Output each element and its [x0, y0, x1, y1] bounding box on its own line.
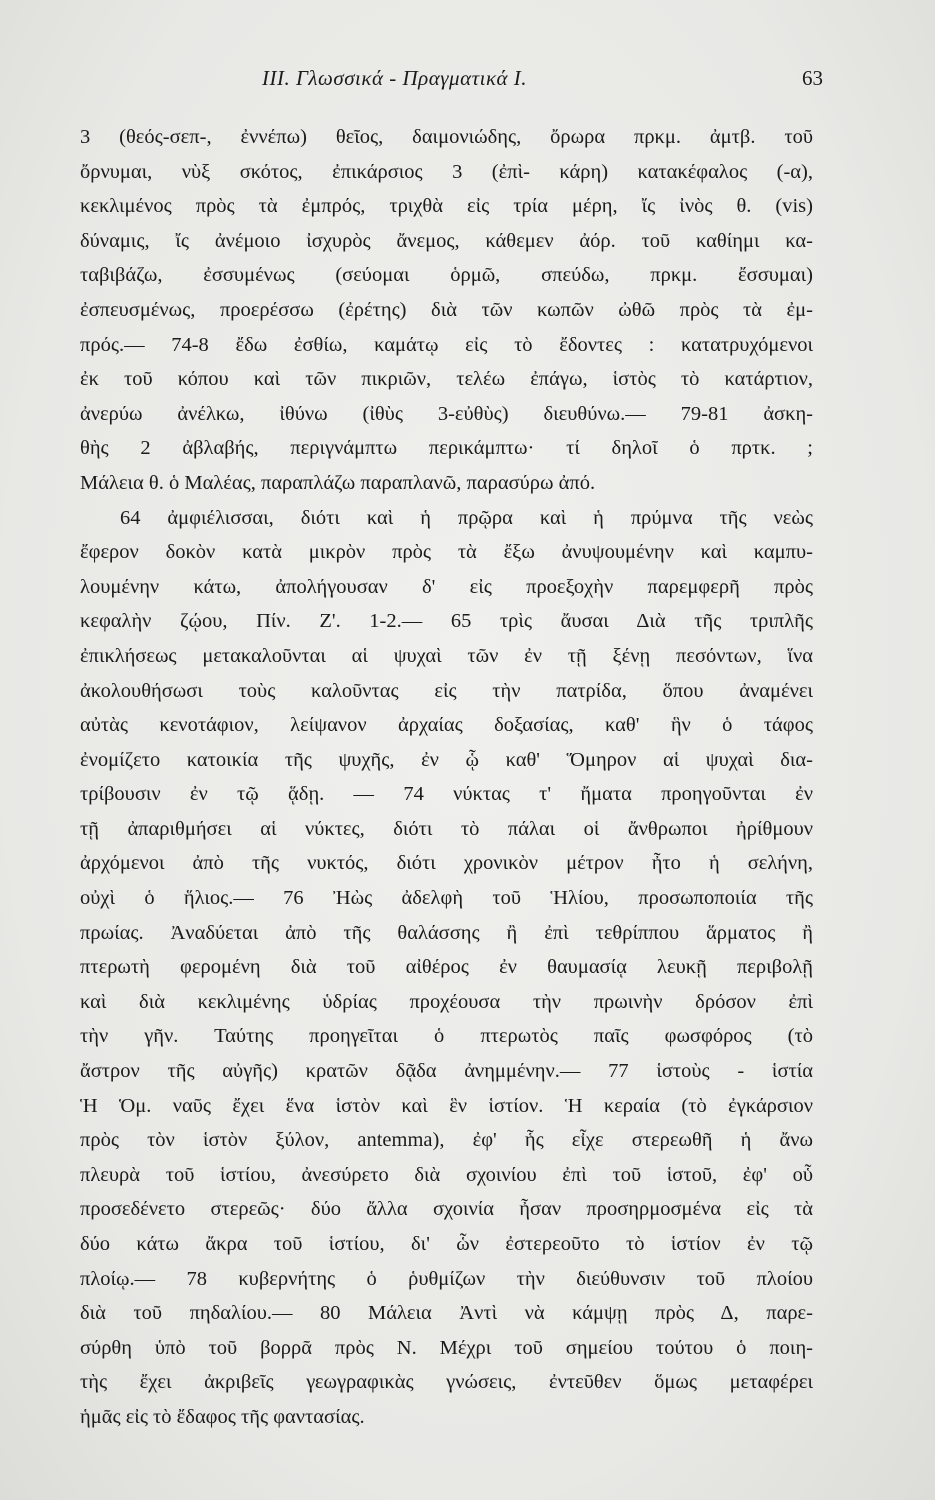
text-line: διὰ τοῦ πηδαλίου.— 80 Μάλεια Ἀντὶ νὰ κάμψῃ πρὸς Δ, παρε- — [80, 1302, 813, 1325]
text-line: ἔφερον δοκὸν κατὰ μικρὸν πρὸς τὰ ἔξω ἀνυψουμένην καὶ καμπυ- — [80, 541, 813, 564]
text-line: πλοίῳ.— 78 κυβερνήτης ὁ ῥυθμίζων τὴν διεύθυνσιν τοῦ πλοίου — [80, 1267, 813, 1290]
text-line: ἐνομίζετο κατοικία τῆς ψυχῆς, ἐν ᾧ καθ' Ὅμηρον αἱ ψυχαὶ δια- — [80, 748, 813, 771]
text-line: ἐπικλήσεως μετακαλοῦνται αἱ ψυχαὶ τῶν ἐν τῇ ξένῃ πεσόντων, ἵνα — [80, 644, 813, 667]
text-line: ἀκολουθήσωσι τοὺς καλοῦντας εἰς τὴν πατρίδα, ὅπου ἀναμένει — [80, 679, 813, 702]
text-line: ἀνερύω ἀνέλκω, ἰθύνω (ἰθὺς 3-εὐθὺς) διευθύνω.— 79-81 ἀσκη- — [80, 402, 813, 425]
page-number: 63 — [802, 66, 823, 90]
text-line: δύο κάτω ἄκρα τοῦ ἱστίου, δι' ὧν ἐστερεοῦτο τὸ ἱστίον ἐν τῷ — [80, 1233, 813, 1255]
page-header — [0, 66, 935, 96]
text-line: πλευρὰ τοῦ ἱστίου, ἀνεσύρετο διὰ σχοινίου ἐπὶ τοῦ ἱστοῦ, ἐφ' οὗ — [80, 1163, 813, 1186]
text-line: δύναμις, ἴς ἀνέμοιο ἰσχυρὸς ἄνεμος, κάθεμεν ἀόρ. τοῦ καθίημι κα- — [80, 229, 813, 252]
text-line: Μάλεια θ. ὁ Μαλέας, παραπλάζω παραπλανῶ, παρασύρω ἀπό. — [80, 471, 596, 494]
text-line: προσεδένετο στερεῶς· δύο ἄλλα σχοινία ἦσαν προσηρμοσμένα εἰς τὰ — [80, 1198, 813, 1221]
text-line: τὴν γῆν. Ταύτης προηγεῖται ὁ πτερωτὸς παῖς φωσφόρος (τὸ — [80, 1025, 813, 1048]
text-line: αὐτὰς κενοτάφιον, λείψανον ἀρχαίας δοξασίας, καθ' ἣν ὁ τάφος — [80, 714, 813, 737]
text-line: ἄστρον τῆς αὐγῆς) κρατῶν δᾷδα ἀνημμένην.— 77 ἱστοὺς - ἱστία — [80, 1060, 813, 1083]
text-line: πρός.— 74-8 ἔδω ἐσθίω, καμάτῳ εἰς τὸ ἔδοντες : κατατρυχόμενοι — [80, 333, 813, 356]
text-line: τῇ ἀπαριθμήσει αἱ νύκτες, διότι τὸ πάλαι οἱ ἄνθρωποι ἠρίθμουν — [80, 817, 813, 840]
text-line: 3 (θεός-σεπ-, ἐννέπω) θεῖος, δαιμονιώδης, ὄρωρα πρκμ. ἀμτβ. τοῦ — [80, 126, 813, 148]
text-line: καὶ διὰ κεκλιμένης ὑδρίας προχέουσα τὴν πρωινὴν δρόσον ἐπὶ — [80, 990, 813, 1013]
text-line: ἀρχόμενοι ἀπὸ τῆς νυκτός, διότι χρονικὸν μέτρον ἦτο ἡ σελήνη, — [80, 852, 813, 875]
text-line: κεφαλὴν ζῴου, Πίν. Ζ'. 1-2.— 65 τρὶς ἄυσαι Διὰ τῆς τριπλῆς — [80, 610, 813, 633]
text-line: πρωίας. Ἀναδύεται ἀπὸ τῆς θαλάσσης ἢ ἐπὶ τεθρίππου ἅρματος ἢ — [80, 921, 813, 944]
text-line: σύρθη ὑπὸ τοῦ βορρᾶ πρὸς Ν. Μέχρι τοῦ σημείου τούτου ὁ ποιη- — [80, 1336, 813, 1359]
text-line: κεκλιμένος πρὸς τὰ ἐμπρός, τριχθὰ εἰς τρία μέρη, ἴς ἰνὸς θ. (vis) — [80, 195, 813, 218]
body-text — [80, 120, 813, 1435]
running-title: III. Γλωσσικά - Πραγματικά Ι. — [262, 66, 528, 90]
text-line: τρίβουσιν ἐν τῷ ᾅδῃ. — 74 νύκτας τ' ἤματα προηγοῦνται ἐν — [80, 783, 813, 806]
text-line: πτερωτὴ φερομένη διὰ τοῦ αἰθέρος ἐν θαυμασίᾳ λευκῇ περιβολῇ — [80, 956, 813, 979]
text-line: ἡμᾶς εἰς τὸ ἔδαφος τῆς φαντασίας. — [80, 1405, 365, 1428]
text-line: λουμένην κάτω, ἀπολήγουσαν δ' εἰς προεξοχὴν παρεμφερῆ πρὸς — [80, 575, 813, 598]
text-line: οὐχὶ ὁ ἥλιος.— 76 Ἠὼς ἀδελφὴ τοῦ Ἡλίου, προσωποποιία τῆς — [80, 887, 813, 910]
text-line: θὴς 2 ἀβλαβής, περιγνάμπτω περικάμπτω· τί δηλοῖ ὁ πρτκ. ; — [80, 437, 813, 460]
text-line: ἐσπευσμένως, προερέσσω (ἐρέτης) διὰ τῶν κωπῶν ὠθῶ πρὸς τὰ ἐμ- — [80, 298, 813, 321]
text-line: ταβιβάζω, ἐσσυμένως (σεύομαι ὁρμῶ, σπεύδω, πρκμ. ἔσσυμαι) — [80, 264, 813, 287]
text-line: Ἡ Ὁμ. ναῦς ἔχει ἕνα ἱστὸν καὶ ἓν ἱστίον. Ἡ κεραία (τὸ ἐγκάρσιον — [80, 1094, 813, 1117]
text-line: πρὸς τὸν ἱστὸν ξύλον, antemma), ἐφ' ἧς εἶχε στερεωθῆ ἡ ἄνω — [80, 1129, 813, 1152]
text-line: 64 ἀμφιέλισσαι, διότι καὶ ἡ πρῷρα καὶ ἡ πρύμνα τῆς νεὼς — [120, 506, 813, 529]
text-line: ἐκ τοῦ κόπου καὶ τῶν πικριῶν, τελέω ἐπάγω, ἱστὸς τὸ κατάρτιον, — [80, 368, 813, 391]
text-line: ὄρνυμαι, νὺξ σκότος, ἐπικάρσιος 3 (ἐπὶ- κάρη) κατακέφαλος (-α), — [80, 160, 813, 183]
text-line: τὴς ἔχει ἀκριβεῖς γεωγραφικὰς γνώσεις, ἐντεῦθεν ὅμως μεταφέρει — [80, 1371, 813, 1394]
